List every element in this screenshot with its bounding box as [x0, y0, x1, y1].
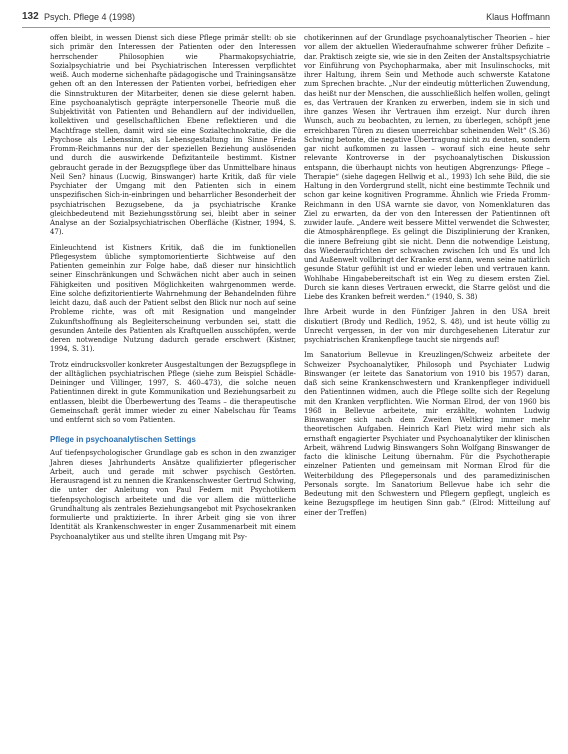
- running-header: [22, 11, 550, 25]
- paragraph: offen bleibt, in wessen Dienst sich diese Pflege primär stellt: ob sie sich primär den Interessen der Patienten oder den Interessen herrschender Philosophien wie Pharmakopsychiatrie, Sozialpsychiatrie und bei Psychiatrischen Interessen verpflichtet weiß. Auch moderne sichenhafte pädagogische und Trainingsansätze gehen oft an den Interessen der Patienten vorbei, befriedigen eher die Sinnstrukturen der Mitarbeiter, denen sie diese gelernt haben. Eine psychoanalytisch geprägte interpersonelle Theorie muß die Subjektivität von Patienten und Behandlern auf der individuellen, kollektiven und gesellschaftlichen Ebene reflektieren und die Machtfrage stellen, damit wird sie eine Sozialtechnokratie, die die Psychose als Lebenssinn, als Lebensgestaltung im Sinne Frieda Fromm-Reichmanns nur der der speziellen Beziehung auslösenden und durch die auswirkende Defizitanteile bestimmt. Kistner gebraucht gerade in der Bezugspflege über das Unmittelbare hinaus Neil Sen? hinaus (Lucwig, Binswanger) harte Kritik, daß für viele Psychiater der Umgang mit den Patienten sich in einem unspezifischen Sich-in-einbringen und beharrlicher Besonderheit der psychiatrischen Bezugsebene, da ja psychiatrische Kranke gleichbedeutend mit Beziehungsstörung sei, bleibt aber in seiner Analyse an der Sozialpsychiatrischen Oberfläche (Kistner, 1994, S. 47).: [50, 34, 296, 237]
- section-heading: Pflege in psychoanalytischen Settings: [50, 435, 196, 445]
- paragraph: Ihre Arbeit wurde in den Fünfziger Jahren in den USA breit diskutiert (Brody und Redlich, 1952, S. 48), und ist heute völlig zu Unrecht vergessen, in der von mir durchgesehenen Literatur zur psychiatrischen Krankenpflege taucht sie nirgends auf!: [304, 308, 550, 344]
- paragraph: Trotz eindrucksvoller konkreter Ausgestaltungen der Bezugspflege in der alltäglichen psychiatrischen Pflege (siehe zum Beispiel Schädle-Deininger und Villinger, 1997, S. 460–473), die solche neuen Patientinnen direkt in gute Kommunikation und Beziehungsarbeit zu entlassen, bleibt die Überbewertung des Teams – die therapeutische Gemeinschaft gerät immer wieder zu einer Nabelschau für Teams und entfernt sich so vom Patienten.: [50, 360, 296, 424]
- journal-citation: Psych. Pflege 4 (1998): [44, 12, 136, 22]
- right-column: [304, 34, 550, 524]
- paragraph: chotikerinnen auf der Grundlage psychoanalytischer Theorien – hier vor allem der aktuellen Wiederaufnahme schwerer früher Defizite – dar. Praktisch zeigte sie, wie sie in den Zeiten der Anstaltspsychiatrie vor Einführung von Psychopharmaka, aber mit Insulinschocks, mit ihrer Haltung, ihrem Sein und Methode auch schwerste Katatone zum Sprechen brachte. „Nur der eindeutig mütterlichen Zuwendung, das heißt nur der Menschen, die ausschließlich helfen wollen, gelingt es, das Vertrauen der Kranken zu erwerben, indem sie in sich und ihre ganzes Wesen ihr Vertrauen ihm erzeigt. Nur durch ihren Wunsch, auch zu beobachten, zu lernen, zu überlegen, schöpft jene erreichbaren Türen zu diesen unerreichbar scheinenden Welt“ (S.36) Schwing betonte, die negative Übertragung nicht zu deuten, sondern gar nicht aufkommen zu lassen – worauf sich eine heute sehr relevante Kontroverse in der psychoanalytischen Diskussion entspann, die überhaupt nichts von heutigen Abgrenzungs- Pflege – Therapie“ (siehe dagegen Hellwig et al., 1993) Ich sehe Bild, die sie Haltung in den Vordergrund stellt, nicht eine bestimmte Technik und schon gar keine kognitiven Programme. Ähnlich wie Frieda Fromm-Reichmann in den USA warnte sie davor, von Nomenklaturen das Ziel zu erwarten, da der von den Interessen der Patientinnen oft zuwider laufe. „Andere weit bessere Mittel verwendet die Schwester, die Atmosphärenpflege. Es gelingt die Disziplinierung der Kranken, die innere Befreiung gibt sie nicht. Denn die notwendige Leistung, das Wiederaufrichten der schwachen zwischen Ich und Es und Ich und Außenwelt vollbringt der Kranke erst dann, wenn seine natürlich gesunde Statur gefühlt ist und er wieder leben und vertrauen kann. Wohlhabe Hingabebereitschaft ist ein Weg zu diesem ersten Ziel. Durch sie kann dieses Vertrauen erweckt, die Starre gelöst und die Liebe des Kranken befreit werden.“ (1940, S. 38): [304, 34, 550, 301]
- paragraph: Auf tiefenpsychologischer Grundlage gab es schon in den zwanziger Jahren dieses Jahrhunderts Ansätze qualifizierter pflegerischer Arbeit, auch und gerade mit schwer psychisch Gestörten. Herausragend ist zu nennen die Krankenschwester Gertrud Schwing, die unter der Anleitung von Paul Federn mit Psychotikern tiefenpsychologisch arbeitete und die vor allem die mütterliche Grundhaltung als zentrales Beziehungsangebot mit Psychosekranken formulierte und praktizierte. In ihrer Arbeit ging sie von ihrer Identität als Krankenschwester in enger Zusammenarbeit mit einem Psychoanalytiker aus und stellte ihren Umgang mit Psy-: [50, 449, 296, 541]
- header-rule: [22, 27, 550, 28]
- left-column: [50, 34, 296, 548]
- author-name: Klaus Hoffmann: [486, 12, 550, 22]
- paragraph: Im Sanatorium Bellevue in Kreuzlingen/Schweiz arbeitete der Schweizer Psychoanalytiker, Philosoph und Psychiater Ludwig Binswanger (er leitete das Sanatorium von 1910 bis 1957) daran, daß sich seine Krankenschwestern und Krankenpfleger individuell den Patientinnen widmen, auch die Pflege sollte sich der Regelung mit den Kranken verpflichten. Wie Norman Elrod, der von 1960 bis 1968 in Bellevue arbeitete, mir erzählte, wohnten Ludwig Binswanger sich nach dem Zweiten Weltkrieg immer mehr theoretischen Aufgaben. Heinrich Karl Pietz wird mehr sich als ernsthaft engagierter Psychiater und Psychoanalytiker der klinischen Arbeit, während Ludwig Binswangers Sohn Wolfgang Binswanger de facto die klinische Leitung übernahm. Für die Psychotherapie einzelner Patienten und gemeinsam mit Norman Elrod für die Weiterbildung des Pflegepersonals und des paramedizinischen Personals sorgte. Im Sanatorium Bellevue habe ich sehr die Bedeutung mit den Schwestern und Pflegern gepflegt, ungleich es keine Bezugspflege im heutigen Sinn gab.“ (Elrod: Mitteilung auf einer der Treffen): [304, 351, 550, 517]
- page-number: 132: [22, 11, 39, 22]
- paragraph: Einleuchtend ist Kistners Kritik, daß die im funktionellen Pflegesystem übliche symptomorientierte Sichtweise auf den Patienten gemeinhin zur Folge habe, daß dieser nur hinsichtlich seiner Einschränkungen und Schwächen nicht aber auch in seinen Fähigkeiten und positiven Möglichkeiten wahrgenommen werde. Eine solche defizitorientierte Wahrnehmung der Behandelnden führe leicht dazu, daß auch der Patient selbst den Blick nur noch auf seine Probleme richte, was oft mit Resignation und mangelnder Zukunftshoffnung als Begleiterscheinung verbunden sei, statt die gesunden Anteile des Patienten als Kraftquellen ausschöpfen, werde deren notwendige Nutzung dadurch gerade erschwert (Kistner, 1994, S. 31).: [50, 243, 296, 354]
